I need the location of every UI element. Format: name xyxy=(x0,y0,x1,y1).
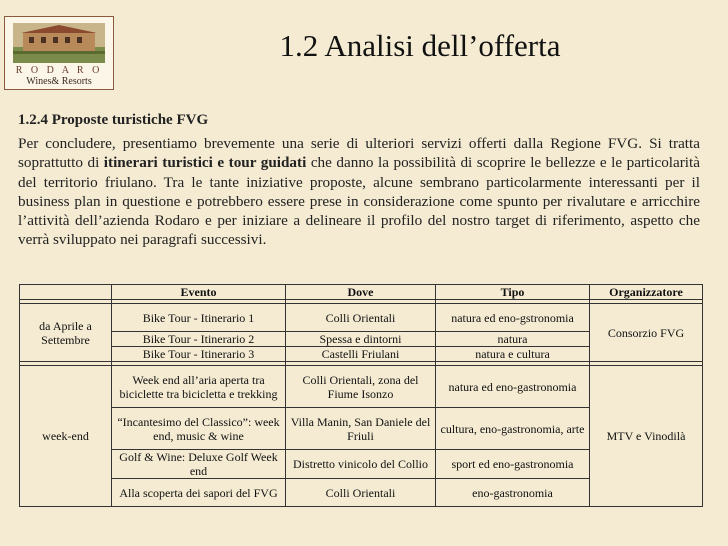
evento-cell: Bike Tour - Itinerario 3 xyxy=(112,347,286,362)
paragraph-bold: itinerari turistici e tour guidati xyxy=(103,154,307,172)
organizer-cell: Consorzio FVG xyxy=(590,304,703,362)
header-period xyxy=(20,285,112,300)
offer-table xyxy=(19,284,703,507)
evento-cell: Golf & Wine: Deluxe Golf Week end xyxy=(112,450,286,479)
header-organizzatore: Organizzatore xyxy=(590,285,703,300)
dove-cell: Distretto vinicolo del Collio xyxy=(286,450,436,479)
dove-cell: Colli Orientali xyxy=(286,304,436,332)
period-cell: da Aprile a Settembre xyxy=(20,304,112,362)
tipo-cell: natura ed eno-gstronomia xyxy=(436,304,590,332)
dove-cell: Villa Manin, San Daniele del Friuli xyxy=(286,408,436,450)
slide-title: 1.2 Analisi dell’offerta xyxy=(279,28,561,63)
organizer-cell: MTV e Vinodilà xyxy=(590,366,703,507)
evento-cell: Bike Tour - Itinerario 2 xyxy=(112,332,286,347)
evento-cell: “Incantesimo del Classico”: week end, music & wine xyxy=(112,408,286,450)
period-cell: week-end xyxy=(20,366,112,507)
header-evento: Evento xyxy=(112,285,286,300)
tipo-cell: sport ed eno-gastronomia xyxy=(436,450,590,479)
evento-cell: Alla scoperta dei sapori del FVG xyxy=(112,479,286,507)
table-row xyxy=(20,304,703,332)
tipo-cell: cultura, eno-gastronomia, arte xyxy=(436,408,590,450)
paragraph-text-2: che danno la possibilità di scoprire le bellezze e le particolarità del territorio friulano. Tra le tante iniziative proposte, alcune sembrano particolarmente interessanti per il business plan in questione e potrebbero essere prese in considerazione come spunto per rivalutare e arricchire l’attività dell’azienda Rodaro e per iniziare a delineare il profilo del nostro target di riferimento, aspetto che verrà sviluppato nei paragrafi successivi. xyxy=(18,154,700,249)
rodaro-logo xyxy=(4,16,114,90)
logo-name: R O D A R O xyxy=(15,65,103,76)
header-dove: Dove xyxy=(286,285,436,300)
tipo-cell: eno-gastronomia xyxy=(436,479,590,507)
estate-building-icon xyxy=(13,23,105,63)
intro-paragraph xyxy=(18,134,700,250)
tipo-cell: natura ed eno-gastronomia xyxy=(436,366,590,408)
table-header-row xyxy=(20,285,703,300)
tipo-cell: natura xyxy=(436,332,590,347)
logo-subtitle: Wines& Resorts xyxy=(26,76,92,87)
dove-cell: Castelli Friulani xyxy=(286,347,436,362)
tipo-cell: natura e cultura xyxy=(436,347,590,362)
header-tipo: Tipo xyxy=(436,285,590,300)
paragraph-text-1: Per concludere, presentiamo brevemente una serie di ulteriori servizi offerti dalla Regione FVG. Si tratta soprattutto di xyxy=(18,135,700,172)
evento-cell: Bike Tour - Itinerario 1 xyxy=(112,304,286,332)
dove-cell: Colli Orientali xyxy=(286,479,436,507)
table-row xyxy=(20,366,703,408)
section-heading: 1.2.4 Proposte turistiche FVG xyxy=(18,112,209,128)
evento-cell: Week end all’aria aperta tra biciclette tra bicicletta e trekking xyxy=(112,366,286,408)
dove-cell: Colli Orientali, zona del Fiume Isonzo xyxy=(286,366,436,408)
dove-cell: Spessa e dintorni xyxy=(286,332,436,347)
